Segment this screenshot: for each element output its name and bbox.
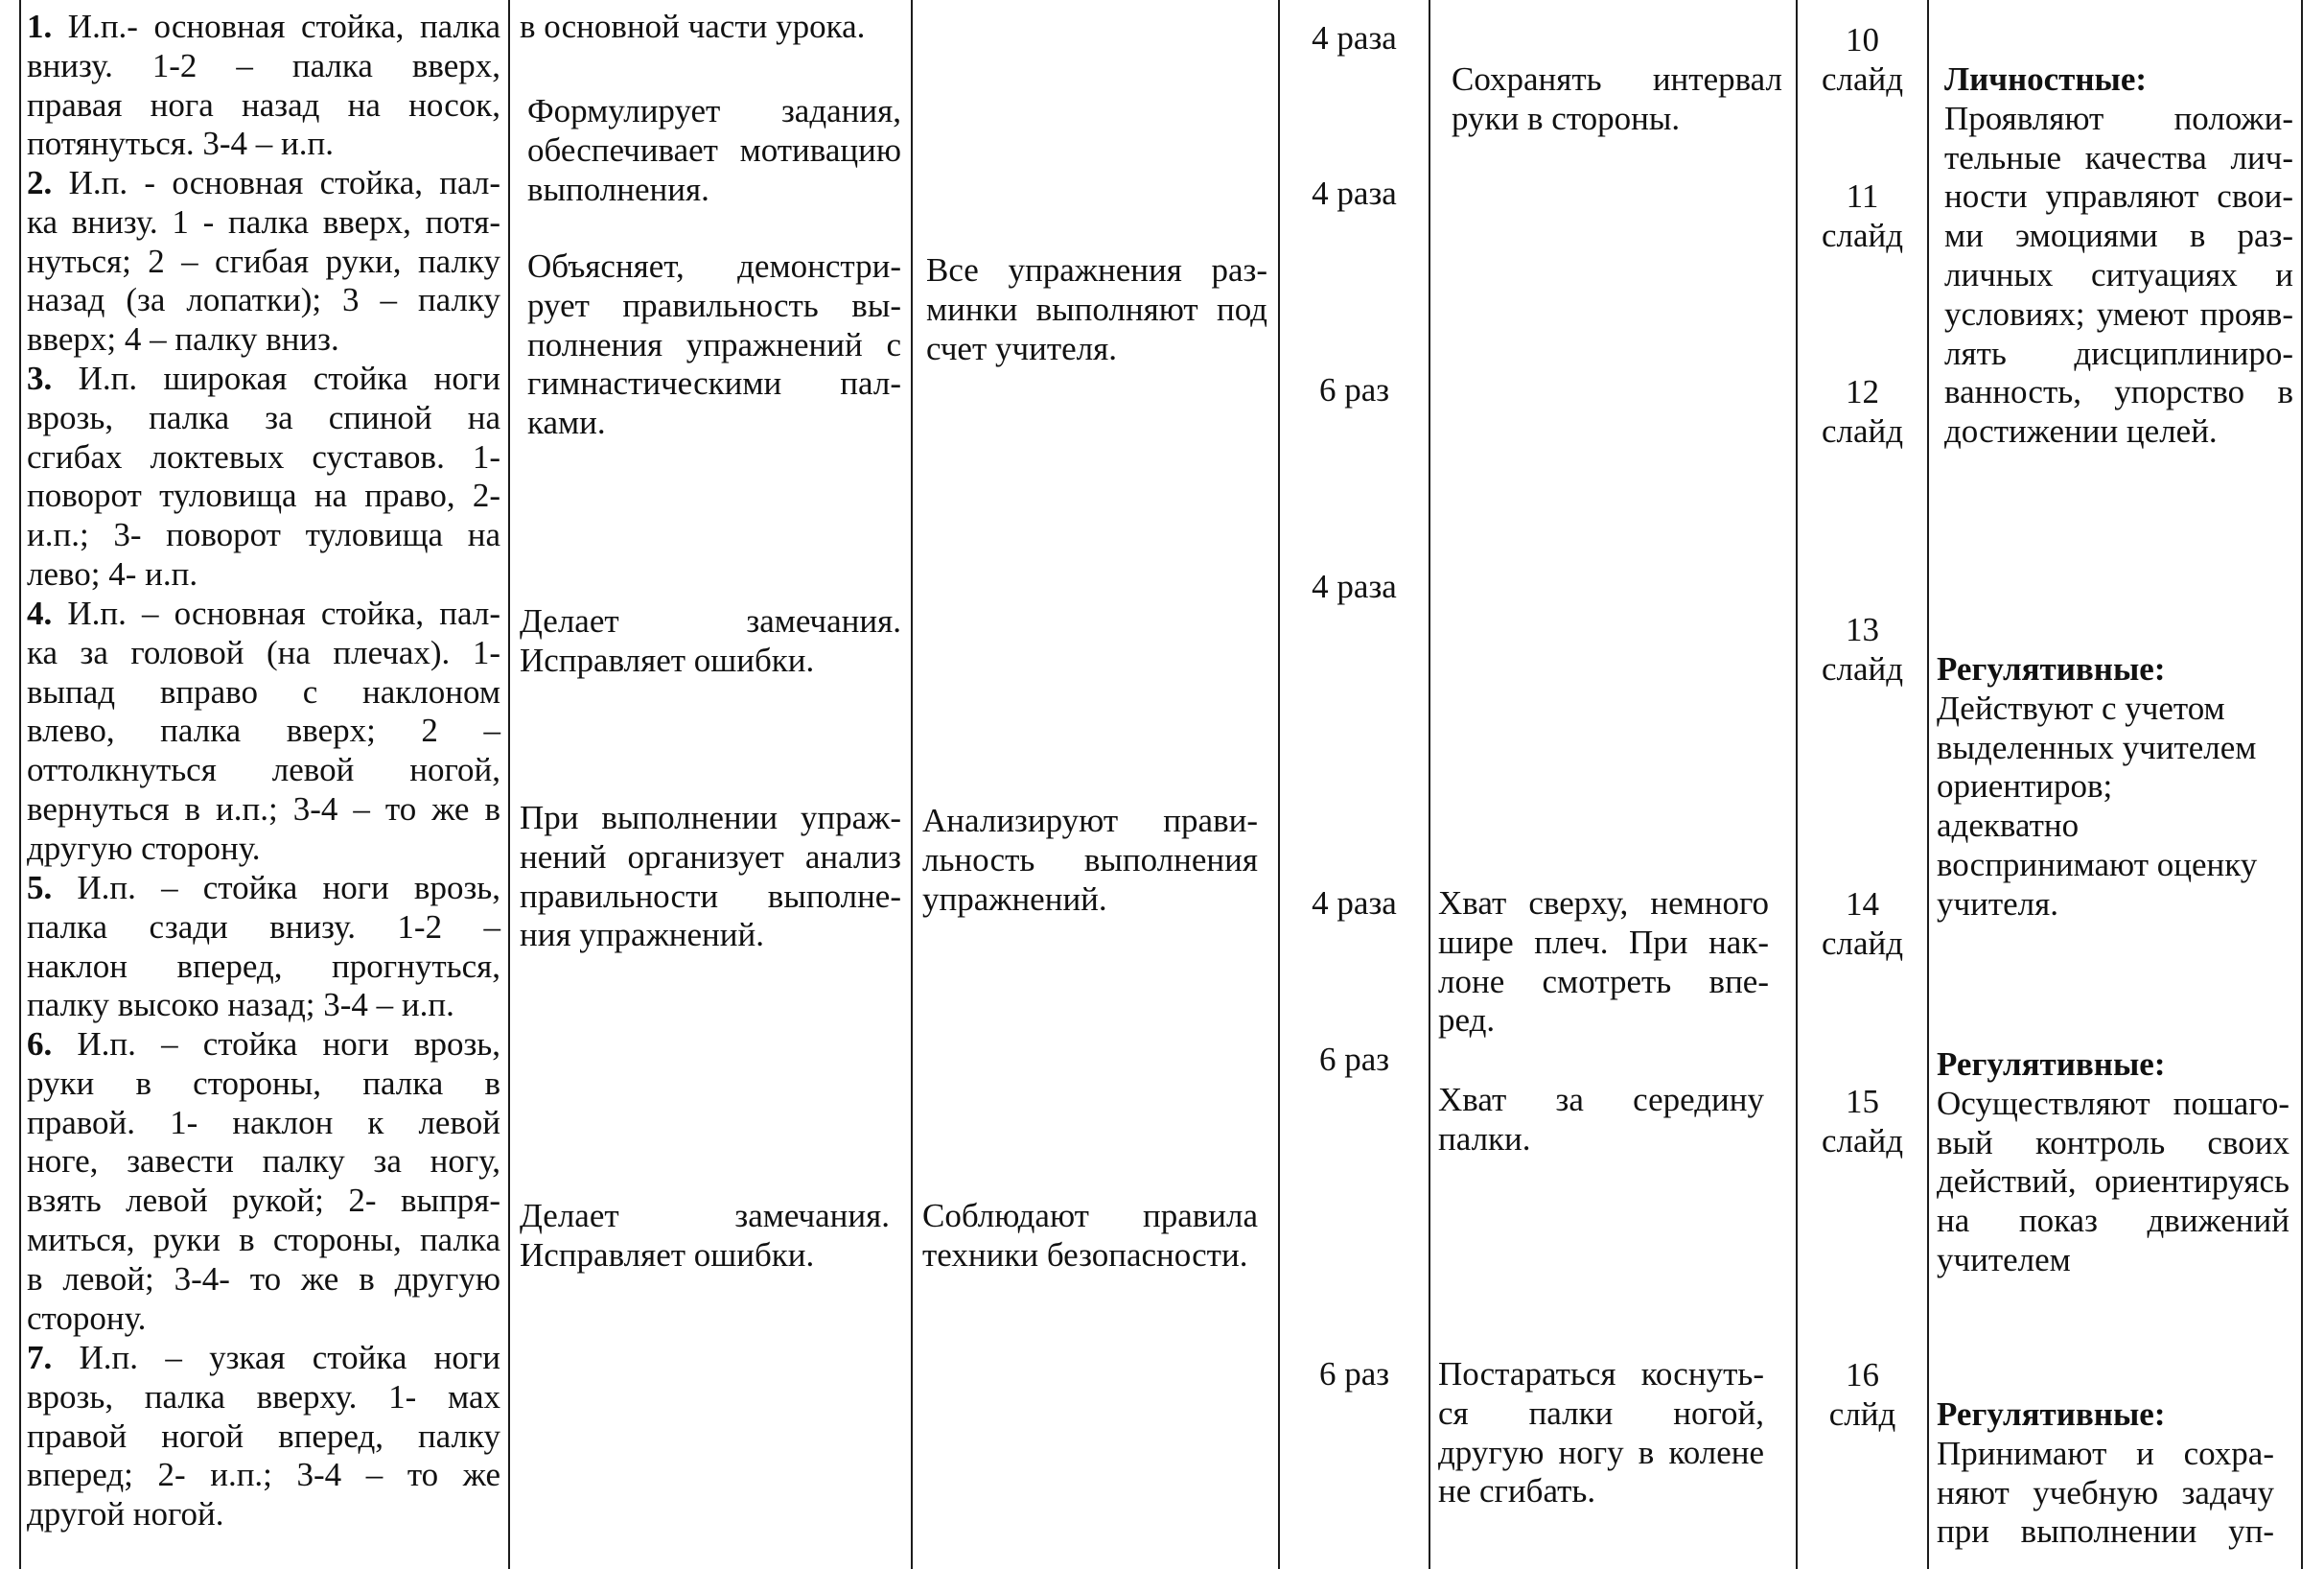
exercise-number: 3.: [27, 360, 53, 397]
students-activity-1: [926, 251, 1267, 368]
uud-line: ми эмоциями в раз-: [1944, 217, 2293, 255]
uud-title: Регулятивные:: [1937, 650, 2166, 688]
uud-line: тельные качества лич-: [1944, 138, 2293, 176]
exercise-line: влево, палка вверх; 2 –: [27, 712, 500, 750]
uud-line: ориентиров; адекватно: [1937, 767, 2113, 845]
slide-word: слайд: [1821, 216, 1904, 254]
slide-ref: [1798, 373, 1927, 452]
uud-line: условиях; умеют прояв-: [1944, 294, 2293, 333]
exercise-number: 2.: [27, 164, 53, 201]
exercise-line: [27, 1025, 500, 1065]
slide-ref: [1798, 1083, 1927, 1161]
uud-block-regulatory-3: [1937, 1395, 2274, 1552]
uud-line: учителем: [1937, 1240, 2071, 1278]
exercise-line: [27, 164, 500, 203]
exercise-number: 4.: [27, 595, 53, 632]
uud-line: воспринимают оценку: [1937, 845, 2258, 883]
uud-line: Принимают и сохра-: [1937, 1434, 2274, 1472]
note-line: руки в стороны.: [1452, 99, 1681, 137]
exercise-line: другую сторону.: [27, 829, 261, 867]
note-line: Хват сверху, немного: [1438, 884, 1769, 922]
uud-line: действий, ориентируясь: [1937, 1162, 2289, 1201]
column-divider-2: [911, 0, 913, 1569]
exercise-line: сгибах локтевых суставов. 1-: [27, 437, 500, 476]
uud-line: лять дисциплиниро-: [1944, 334, 2293, 372]
uud-line: ности управляют свои-: [1944, 177, 2293, 216]
teacher-activity-line: полнения упражнений с: [527, 325, 901, 363]
uud-line: при выполнении уп-: [1937, 1512, 2274, 1551]
uud-line: на показ движений: [1937, 1202, 2289, 1240]
table-left-border: [19, 0, 21, 1569]
exercise-line: вернуться в и.п.; 3-4 – то же в: [27, 789, 500, 828]
teacher-activity-line: выполнения.: [527, 170, 709, 208]
uud-title: Регулятивные:: [1937, 1395, 2166, 1433]
slide-number: 12: [1846, 373, 1879, 410]
teacher-activity-line: ками.: [527, 404, 606, 442]
exercise-text: И.п.- основная стойка, палка: [67, 8, 500, 45]
exercise-text: И.п. – узкая стойка ноги: [79, 1339, 500, 1376]
exercise-4: [27, 595, 500, 869]
students-activity-line: упражнений.: [922, 879, 1107, 918]
slide-word: слайд: [1821, 59, 1904, 98]
students-activity-line: счет учителя.: [926, 329, 1117, 367]
teacher-activity-line: правильности выполне-: [520, 877, 901, 915]
exercise-line: вперед; 2- и.п.; 3-4 – то же: [27, 1456, 500, 1494]
students-activity-2: [922, 802, 1258, 919]
exercise-6: [27, 1025, 500, 1338]
note-3: [1438, 1081, 1764, 1159]
exercise-line: потянуться. 3-4 – и.п.: [27, 125, 334, 163]
slide-number: 16: [1846, 1356, 1879, 1393]
exercise-line: ка за головой (на плечах). 1-: [27, 633, 500, 671]
dosage-value: 4 раза: [1312, 19, 1397, 57]
teacher-activity-6: [520, 1197, 890, 1276]
note-1: [1452, 60, 1782, 139]
uud-block-regulatory-1: [1937, 650, 2263, 925]
exercise-line: выпад вправо с наклоном: [27, 672, 500, 711]
uud-line: ванность, упорство в: [1944, 373, 2293, 411]
exercise-number: 1.: [27, 8, 53, 45]
dosage-value: 4 раза: [1312, 568, 1397, 605]
exercise-line: [27, 595, 500, 634]
slide-word: слайд: [1821, 1121, 1904, 1159]
slide-number: 11: [1846, 177, 1879, 215]
teacher-activity-line: Объясняет, демонстри-: [527, 247, 901, 285]
slide-number: 15: [1846, 1083, 1879, 1120]
teacher-activity-line: При выполнении упраж-: [520, 799, 901, 836]
exercise-line: сторону.: [27, 1299, 147, 1337]
exercise-number: 7.: [27, 1339, 53, 1376]
note-line: лоне смотреть впе-: [1438, 962, 1769, 1000]
slide-word: слайд: [1821, 411, 1904, 450]
note-line: ся палки ногой,: [1438, 1393, 1764, 1432]
column-divider-3: [1278, 0, 1280, 1569]
dosage-value: 4 раза: [1312, 884, 1397, 922]
slide-word: слйд: [1828, 1394, 1896, 1433]
slide-word: слайд: [1821, 924, 1904, 962]
note-line: другую ногу в колене: [1438, 1433, 1764, 1471]
exercise-line: оттолкнуться левой ногой,: [27, 751, 500, 789]
students-activity-line: Соблюдают правила: [922, 1197, 1258, 1234]
exercise-line: врозь, палка за спиной на: [27, 398, 500, 436]
exercise-line: назад (за лопатки); 3 – палку: [27, 281, 500, 319]
exercise-text: И.п. – стойка ноги врозь,: [77, 1025, 501, 1063]
students-activity-line: льность выполнения: [922, 840, 1258, 878]
note-line: не сгибать.: [1438, 1472, 1596, 1510]
column-divider-4: [1429, 0, 1430, 1569]
exercise-line: миться, руки в стороны, палка: [27, 1220, 500, 1258]
exercise-line: палка сзади внизу. 1-2 –: [27, 907, 500, 946]
exercise-line: правой ногой вперед, палку: [27, 1417, 500, 1455]
exercise-line: в левой; 3-4- то же в другую: [27, 1259, 500, 1298]
slide-ref: [1798, 611, 1927, 690]
slide-word: слайд: [1821, 649, 1904, 688]
exercise-text: И.п. – стойка ноги врозь,: [77, 869, 501, 906]
exercise-line: вверх; 4 – палку вниз.: [27, 320, 339, 359]
students-activity-line: минки выполняют под: [926, 290, 1267, 328]
exercise-line: другой ногой.: [27, 1495, 224, 1534]
teacher-activity-line: обеспечивает мотивацию: [527, 130, 901, 169]
uud-line: Действуют с учетом: [1937, 689, 2225, 727]
dosage-value: 4 раза: [1312, 175, 1397, 212]
exercise-line: лево; 4- и.п.: [27, 554, 198, 593]
teacher-activity-line: в основной части урока.: [520, 8, 866, 45]
teacher-activity-2: [527, 92, 901, 209]
exercise-line: и.п.; 3- поворот туловища на: [27, 516, 500, 554]
exercise-1: [27, 8, 500, 164]
slide-number: 14: [1846, 885, 1879, 923]
uud-title: Регулятивные:: [1937, 1045, 2166, 1083]
dosage-value: 6 раз: [1318, 1041, 1390, 1078]
exercise-line: нуться; 2 – сгибая руки, палку: [27, 242, 500, 280]
students-activity-3: [922, 1197, 1258, 1276]
note-line: ред.: [1438, 1001, 1496, 1040]
slide-number: 10: [1846, 21, 1879, 59]
exercise-line: правой. 1- наклон к левой: [27, 1103, 500, 1141]
slide-number: 13: [1846, 611, 1879, 648]
uud-block-regulatory-2: [1937, 1045, 2289, 1280]
teacher-activity-1: [520, 8, 901, 47]
note-line: Хват за середину: [1438, 1081, 1764, 1118]
exercise-number: 6.: [27, 1025, 53, 1063]
teacher-activity-line: Делает замечания.: [520, 1197, 890, 1234]
exercise-line: ноге, завести палку за ногу,: [27, 1142, 500, 1181]
exercise-line: внизу. 1-2 – палка вверх,: [27, 46, 500, 84]
exercise-line: поворот туловища на право, 2-: [27, 477, 500, 515]
students-activity-line: Анализируют прави-: [922, 802, 1258, 839]
uud-line: личных ситуациях и: [1944, 255, 2293, 293]
teacher-activity-line: ния упражнений.: [520, 916, 764, 954]
exercise-text: И.п. широкая стойка ноги: [78, 360, 500, 397]
exercise-line: [27, 1339, 500, 1378]
students-activity-line: техники безопасности.: [922, 1235, 1248, 1274]
exercise-text: И.п. - основная стойка, пал-: [68, 164, 501, 201]
uud-line: Осуществляют пошаго-: [1937, 1084, 2289, 1122]
exercise-line: наклон вперед, прогнуться,: [27, 947, 500, 985]
uud-title: Личностные:: [1944, 60, 2148, 98]
slide-ref: [1798, 885, 1927, 964]
teacher-activity-3: [527, 247, 901, 443]
teacher-activity-line: Формулирует задания,: [527, 92, 901, 129]
exercise-line: врозь, палка вверху. 1- мах: [27, 1377, 500, 1416]
exercise-line: [27, 8, 500, 47]
students-activity-line: Все упражнения раз-: [926, 251, 1267, 289]
exercise-5: [27, 869, 500, 1025]
teacher-activity-line: Исправляет ошибки.: [520, 1235, 815, 1274]
uud-line: учителя.: [1937, 884, 2058, 923]
exercise-line: [27, 360, 500, 399]
exercise-line: правая нога назад на носок,: [27, 85, 500, 124]
note-line: шире плеч. При нак-: [1438, 923, 1769, 961]
teacher-activity-line: гимнастическими пал-: [527, 364, 901, 403]
teacher-activity-line: нений организует анализ: [520, 837, 901, 876]
slide-ref: [1798, 1356, 1927, 1435]
exercise-7: [27, 1339, 500, 1534]
uud-line: вый контроль своих: [1937, 1123, 2289, 1161]
dosage-value: 6 раз: [1318, 371, 1390, 409]
exercise-line: ка внизу. 1 - палка вверх, потя-: [27, 202, 500, 241]
uud-line: Проявляют положи-: [1944, 99, 2293, 137]
exercise-line: [27, 869, 500, 908]
uud-line: няют учебную задачу: [1937, 1473, 2274, 1511]
note-line: Сохранять интервал: [1452, 60, 1782, 98]
exercise-line: руки в стороны, палка в: [27, 1064, 500, 1102]
exercise-number: 5.: [27, 869, 53, 906]
slide-ref: [1798, 177, 1927, 256]
teacher-activity-4: [520, 602, 901, 681]
exercise-2: [27, 164, 500, 360]
teacher-activity-line: Исправляет ошибки.: [520, 641, 815, 679]
column-divider-1: [508, 0, 510, 1569]
teacher-activity-line: рует правильность вы-: [527, 286, 901, 324]
note-2: [1438, 884, 1769, 1041]
dosage-value: 6 раз: [1318, 1355, 1390, 1393]
teacher-activity-line: Делает замечания.: [520, 602, 901, 640]
exercise-3: [27, 360, 500, 595]
uud-line: достижении целей.: [1944, 412, 2218, 451]
table-right-border: [2301, 0, 2303, 1569]
note-line: Постараться коснуть-: [1438, 1355, 1764, 1393]
uud-line: выделенных учителем: [1937, 728, 2257, 766]
column-divider-6: [1927, 0, 1929, 1569]
exercise-line: взять левой рукой; 2- выпря-: [27, 1182, 500, 1220]
exercise-text: И.п. – основная стойка, пал-: [67, 595, 501, 632]
exercise-line: палку высоко назад; 3-4 – и.п.: [27, 986, 454, 1024]
uud-block-personal: [1944, 60, 2293, 452]
teacher-activity-5: [520, 799, 901, 955]
slide-ref: [1798, 21, 1927, 100]
note-line: палки.: [1438, 1119, 1531, 1158]
note-4: [1438, 1355, 1764, 1511]
